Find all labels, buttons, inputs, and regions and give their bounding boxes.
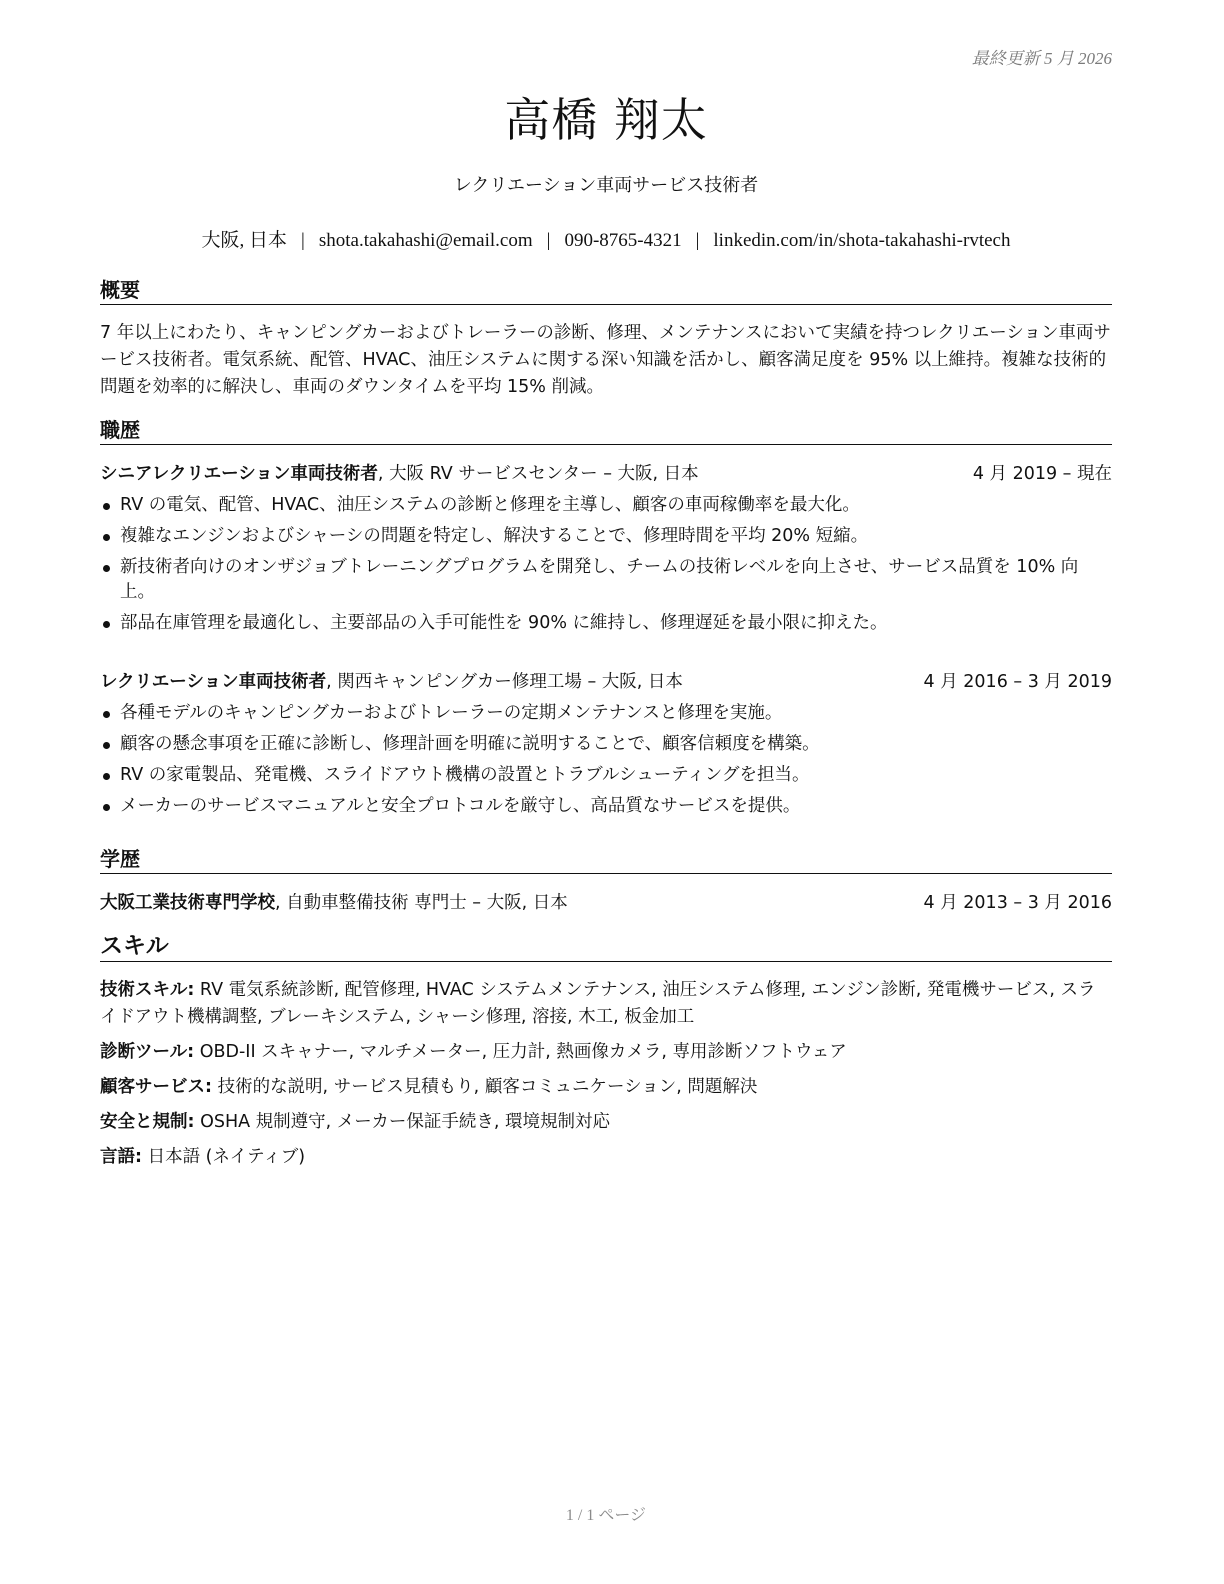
contact-linkedin[interactable]: linkedin.com/in/shota-takahashi-rvtech (713, 230, 1011, 251)
skill-value: 日本語 (ネイティブ) (142, 1147, 306, 1167)
contact-phone[interactable]: 090-8765-4321 (564, 230, 682, 251)
skill-label: 顧客サービス: (100, 1077, 212, 1097)
job-org: , 大阪 RV サービスセンター – 大阪, 日本 (377, 464, 699, 484)
contact-location: 大阪, 日本 (201, 230, 288, 251)
job-title-line (100, 669, 683, 695)
contact-separator: | (301, 230, 305, 251)
skills-list (100, 977, 1112, 1179)
job-bullet: 複雑なエンジンおよびシャーシの問題を特定し、解決することで、修理時間を平均 20% 短縮。 (100, 524, 1112, 549)
education-detail: , 自動車整備技術 専門士 – 大阪, 日本 (275, 893, 568, 913)
skill-value: OBD-II スキャナー, マルチメーター, 圧力計, 熱画像カメラ, 専用診断ソフトウェア (194, 1042, 847, 1062)
job-bullet: RV の電気、配管、HVAC、油圧システムの診断と修理を主導し、顧客の車両稼働率を最大化。 (100, 493, 1112, 518)
job-header (100, 669, 1112, 695)
education-heading: 学歴 (100, 846, 1112, 874)
contact-separator: | (546, 230, 551, 251)
job-title-line (100, 461, 699, 487)
summary-text: 7 年以上にわたり、キャンピングカーおよびトレーラーの診断、修理、メンテナンスにおいて実績を持つレクリエーション車両サービス技術者。電気系統、配管、HVAC、油圧システムに関する深い知識を活かし、顧客満足度を 95% 以上維持。複雑な技術的問題を効率的に解決し、車両のダウンタイムを平均 15% 削減。 (100, 323, 1112, 397)
skill-row (100, 1144, 1112, 1171)
job-role: シニアレクリエーション車両技術者 (100, 464, 378, 484)
job-bullet: RV の家電製品、発電機、スライドアウト機構の設置とトラブルシューティングを担当。 (100, 763, 1112, 788)
job-bullets (100, 701, 1112, 819)
candidate-headline: レクリエーション車両サービス技術者 (453, 175, 759, 196)
skill-label: 言語: (100, 1147, 142, 1167)
skill-value: RV 電気系統診断, 配管修理, HVAC システムメンテナンス, 油圧システム修理, エンジン診断, 発電機サービス, スライドアウト機構調整, ブレーキシステム, シャーシ修理, 溶接, 木工, 板金加工 (100, 980, 1096, 1027)
job-header (100, 461, 1112, 487)
job-bullet: 顧客の懸念事項を正確に診断し、修理計画を明確に説明することで、顧客信頼度を構築。 (100, 732, 1112, 757)
job-entry (100, 669, 1112, 819)
skills-heading: スキル (100, 932, 1112, 962)
job-dates: 4 月 2019 – 現在 (972, 464, 1112, 484)
resume-page (100, 0, 1112, 1584)
job-org: , 関西キャンピングカー修理工場 – 大阪, 日本 (326, 672, 683, 692)
last-updated-date: 最終更新 5 月 2026 (971, 49, 1112, 68)
job-bullet: 各種モデルのキャンピングカーおよびトレーラーの定期メンテナンスと修理を実施。 (100, 701, 1112, 726)
skill-row (100, 1039, 1112, 1066)
job-dates: 4 月 2016 – 3 月 2019 (923, 672, 1112, 692)
page-number: 1 / 1 ページ (565, 1507, 647, 1524)
job-bullets (100, 493, 1112, 636)
candidate-name: 高橋 翔太 (504, 93, 708, 147)
job-bullet: 部品在庫管理を最適化し、主要部品の入手可能性を 90% に維持し、修理遅延を最小限に抑えた。 (100, 611, 1112, 636)
skill-row (100, 1109, 1112, 1136)
education-dates: 4 月 2013 – 3 月 2016 (923, 893, 1112, 913)
summary-heading: 概要 (100, 277, 1112, 305)
job-entry (100, 461, 1112, 636)
education-entry (100, 890, 1112, 916)
contact-separator: | (695, 230, 700, 251)
skill-value: OSHA 規制遵守, メーカー保証手続き, 環境規制対応 (194, 1112, 611, 1132)
skill-value: 技術的な説明, サービス見積もり, 顧客コミュニケーション, 問題解決 (212, 1077, 758, 1097)
education-school: 大阪工業技術専門学校 (100, 893, 275, 913)
education-line (100, 890, 568, 916)
skill-label: 診断ツール: (100, 1042, 195, 1062)
contact-line (100, 225, 1112, 252)
skill-row (100, 1074, 1112, 1101)
job-bullet: 新技術者向けのオンザジョブトレーニングプログラムを開発し、チームの技術レベルを向上させ、サービス品質を 10% 向上。 (100, 555, 1112, 605)
education-header (100, 890, 1112, 916)
skill-label: 技術スキル: (100, 980, 195, 1000)
experience-heading: 職歴 (100, 417, 1112, 445)
skill-row (100, 977, 1112, 1031)
skill-label: 安全と規制: (100, 1112, 195, 1132)
job-bullet: メーカーのサービスマニュアルと安全プロトコルを厳守し、高品質なサービスを提供。 (100, 794, 1112, 819)
contact-email[interactable]: shota.takahashi@email.com (318, 230, 533, 251)
job-role: レクリエーション車両技術者 (100, 672, 327, 692)
